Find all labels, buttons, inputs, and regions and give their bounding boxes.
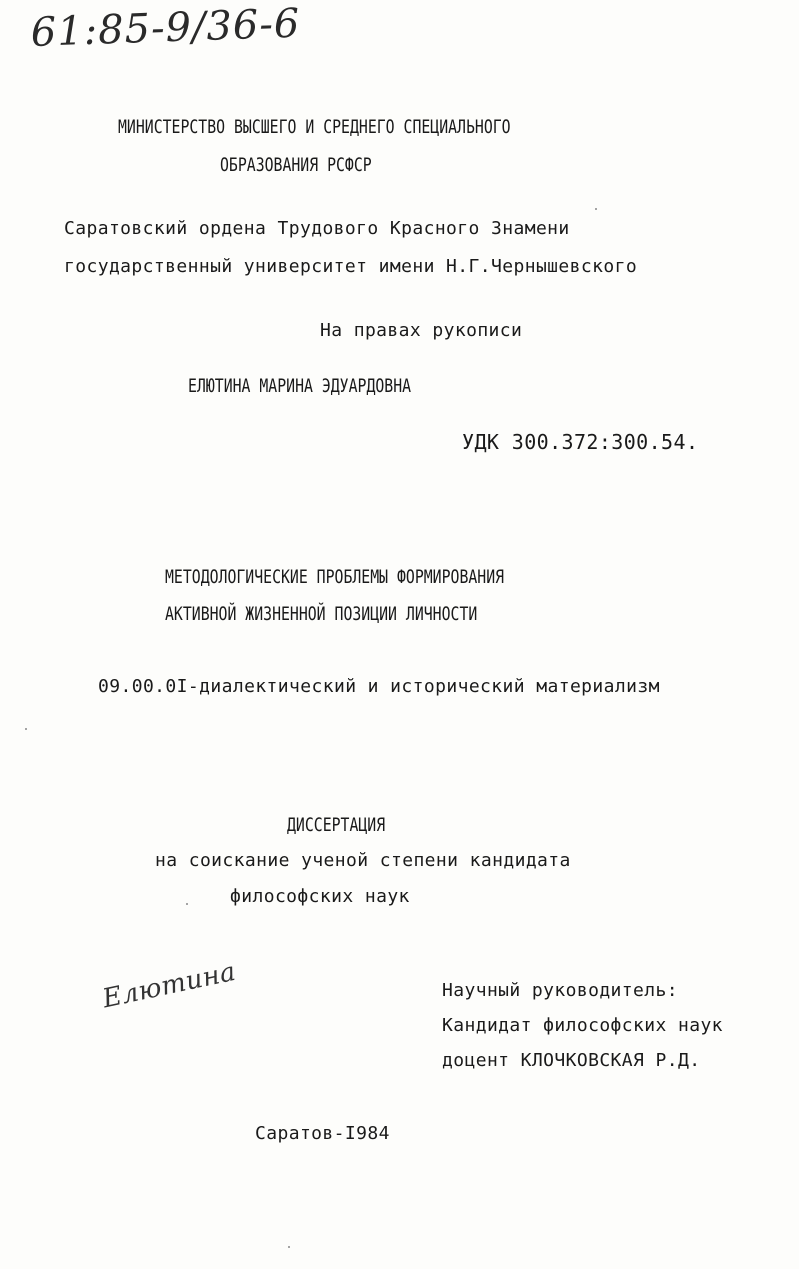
scan-speck [288,1246,290,1248]
scan-speck [25,728,27,730]
university-line-2: государственный университет имени Н.Г.Чернышевского [64,256,638,277]
archive-code-handwritten: 61:85-9/36-6 [30,0,302,56]
degree-line-2: философских наук [230,886,410,907]
specialty-code: 09.00.0I-диалектический и исторический материализм [98,676,660,697]
supervisor-label: Научный руководитель: [442,980,678,1001]
author-name: ЕЛЮТИНА МАРИНА ЭДУАРДОВНА [188,375,412,397]
degree-line-1: на соискание ученой степени кандидата [155,850,571,871]
ministry-line-2: ОБРАЗОВАНИЯ РСФСР [220,154,372,176]
manuscript-note: На правах рукописи [320,320,523,341]
ministry-line-1: МИНИСТЕРСТВО ВЫСШЕГО И СРЕДНЕГО СПЕЦИАЛЬНОГО [118,116,511,138]
handwritten-signature: Елютина [100,956,239,1015]
supervisor-line-1: Кандидат философских наук [442,1015,723,1036]
title-line-2: АКТИВНОЙ ЖИЗНЕННОЙ ПОЗИЦИИ ЛИЧНОСТИ [165,603,478,625]
city-year: Саратов-I984 [255,1123,390,1144]
scan-speck [186,903,188,905]
university-line-1: Саратовский ордена Трудового Красного Знамени [64,218,570,239]
scan-speck [595,208,597,210]
degree-heading: ДИССЕРТАЦИЯ [287,814,386,836]
udc-code: УДК 300.372:300.54. [462,430,699,454]
title-line-1: МЕТОДОЛОГИЧЕСКИЕ ПРОБЛЕМЫ ФОРМИРОВАНИЯ [165,566,505,588]
supervisor-line-2: доцент КЛОЧКОВСКАЯ Р.Д. [442,1050,701,1071]
